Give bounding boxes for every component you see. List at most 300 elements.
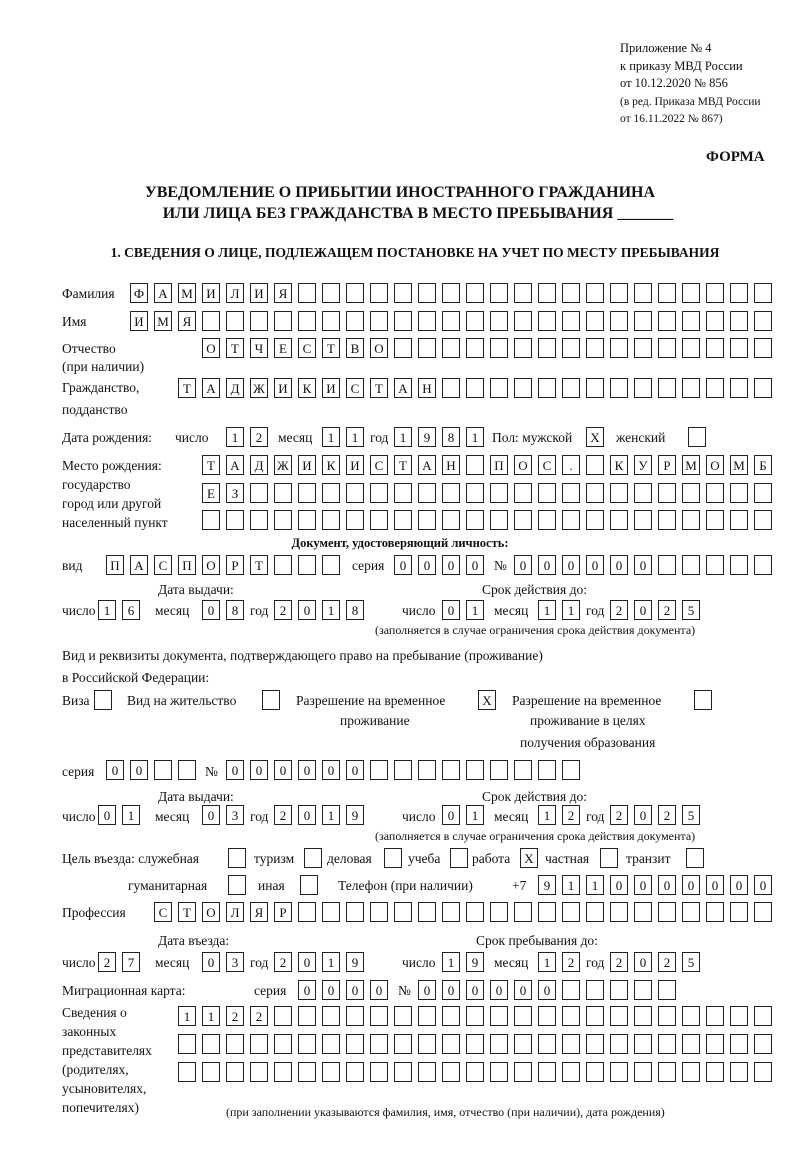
checkbox-purpose-official[interactable] <box>228 848 246 868</box>
char-box-citizenship[interactable] <box>754 378 772 398</box>
char-box-surname[interactable] <box>442 283 460 303</box>
char-box-profession[interactable]: Р <box>274 902 292 922</box>
char-box-birthplace-row2[interactable]: Е <box>202 483 220 503</box>
char-box-profession[interactable] <box>682 902 700 922</box>
char-box-phone[interactable]: 1 <box>562 875 580 895</box>
char-box-profession[interactable]: С <box>154 902 172 922</box>
char-box-id-number[interactable]: 0 <box>586 555 604 575</box>
char-box-surname[interactable]: Л <box>226 283 244 303</box>
char-box-phone[interactable]: 9 <box>538 875 556 895</box>
char-box-birthplace-row3[interactable] <box>250 510 268 530</box>
char-box-id-kind[interactable]: П <box>106 555 124 575</box>
char-box-right-valid-day[interactable]: 0 <box>442 805 460 825</box>
char-box-reps-row2[interactable] <box>274 1034 292 1054</box>
char-box-name[interactable] <box>514 311 532 331</box>
checkbox-sex-female[interactable] <box>688 427 706 447</box>
char-box-profession[interactable] <box>514 902 532 922</box>
char-box-phone[interactable]: 0 <box>730 875 748 895</box>
char-box-birthplace-row2[interactable] <box>538 483 556 503</box>
char-box-patronymic[interactable]: В <box>346 338 364 358</box>
char-box-reps-row1[interactable] <box>370 1006 388 1026</box>
char-box-right-series[interactable]: 0 <box>106 760 124 780</box>
char-box-right-number[interactable]: 0 <box>346 760 364 780</box>
char-box-patronymic[interactable]: Т <box>226 338 244 358</box>
char-box-name[interactable] <box>730 311 748 331</box>
char-box-name[interactable] <box>538 311 556 331</box>
char-box-phone[interactable]: 0 <box>610 875 628 895</box>
char-box-citizenship[interactable] <box>682 378 700 398</box>
char-box-birthplace-row2[interactable] <box>370 483 388 503</box>
char-box-profession[interactable] <box>298 902 316 922</box>
char-box-reps-row3[interactable] <box>514 1062 532 1082</box>
char-box-right-issue-year[interactable]: 9 <box>346 805 364 825</box>
char-box-name[interactable]: Я <box>178 311 196 331</box>
char-box-right-number[interactable]: 0 <box>226 760 244 780</box>
char-box-surname[interactable] <box>658 283 676 303</box>
char-box-surname[interactable] <box>418 283 436 303</box>
char-box-mc-number[interactable] <box>586 980 604 1000</box>
char-box-reps-row2[interactable] <box>298 1034 316 1054</box>
char-box-profession[interactable]: Л <box>226 902 244 922</box>
char-box-name[interactable] <box>202 311 220 331</box>
char-box-reps-row2[interactable] <box>754 1034 772 1054</box>
char-box-reps-row3[interactable] <box>466 1062 484 1082</box>
char-box-mc-series[interactable]: 0 <box>322 980 340 1000</box>
char-box-reps-row1[interactable] <box>754 1006 772 1026</box>
char-box-id-series[interactable]: 0 <box>442 555 460 575</box>
char-box-id-valid-year[interactable]: 5 <box>682 600 700 620</box>
char-box-birthplace-row1[interactable] <box>466 455 484 475</box>
char-box-reps-row2[interactable] <box>442 1034 460 1054</box>
char-box-reps-row1[interactable] <box>514 1006 532 1026</box>
char-box-name[interactable] <box>298 311 316 331</box>
char-box-id-number[interactable]: 0 <box>610 555 628 575</box>
char-box-stay-year[interactable]: 5 <box>682 952 700 972</box>
char-box-stay-day[interactable]: 1 <box>442 952 460 972</box>
char-box-citizenship[interactable] <box>514 378 532 398</box>
char-box-birthplace-row2[interactable] <box>658 483 676 503</box>
char-box-reps-row1[interactable] <box>562 1006 580 1026</box>
char-box-birthplace-row3[interactable] <box>322 510 340 530</box>
char-box-birthplace-row3[interactable] <box>418 510 436 530</box>
char-box-name[interactable] <box>466 311 484 331</box>
char-box-birthplace-row1[interactable]: К <box>322 455 340 475</box>
char-box-birthplace-row1[interactable]: М <box>730 455 748 475</box>
char-box-id-kind[interactable] <box>322 555 340 575</box>
char-box-mc-number[interactable] <box>610 980 628 1000</box>
char-box-right-number[interactable] <box>490 760 508 780</box>
char-box-id-valid-year[interactable]: 2 <box>610 600 628 620</box>
char-box-right-issue-year[interactable]: 1 <box>322 805 340 825</box>
char-box-right-valid-month[interactable]: 1 <box>538 805 556 825</box>
char-box-right-valid-month[interactable]: 2 <box>562 805 580 825</box>
char-box-profession[interactable]: О <box>202 902 220 922</box>
char-box-surname[interactable] <box>610 283 628 303</box>
char-box-name[interactable] <box>610 311 628 331</box>
char-box-id-issue-day[interactable]: 6 <box>122 600 140 620</box>
char-box-mc-series[interactable]: 0 <box>346 980 364 1000</box>
char-box-stay-year[interactable]: 0 <box>634 952 652 972</box>
char-box-citizenship[interactable]: Т <box>370 378 388 398</box>
char-box-name[interactable] <box>346 311 364 331</box>
char-box-patronymic[interactable] <box>706 338 724 358</box>
char-box-birthplace-row2[interactable]: З <box>226 483 244 503</box>
char-box-citizenship[interactable]: А <box>202 378 220 398</box>
char-box-id-series[interactable]: 0 <box>466 555 484 575</box>
char-box-right-number[interactable]: 0 <box>274 760 292 780</box>
char-box-surname[interactable]: М <box>178 283 196 303</box>
char-box-reps-row1[interactable] <box>682 1006 700 1026</box>
char-box-surname[interactable]: И <box>202 283 220 303</box>
char-box-id-issue-year[interactable]: 1 <box>322 600 340 620</box>
char-box-profession[interactable] <box>658 902 676 922</box>
char-box-surname[interactable] <box>298 283 316 303</box>
char-box-citizenship[interactable] <box>586 378 604 398</box>
char-box-reps-row3[interactable] <box>370 1062 388 1082</box>
char-box-reps-row1[interactable] <box>418 1006 436 1026</box>
char-box-name[interactable] <box>226 311 244 331</box>
char-box-phone[interactable]: 0 <box>754 875 772 895</box>
char-box-birthplace-row1[interactable]: М <box>682 455 700 475</box>
char-box-profession[interactable] <box>346 902 364 922</box>
char-box-reps-row1[interactable] <box>442 1006 460 1026</box>
char-box-profession[interactable]: Я <box>250 902 268 922</box>
char-box-id-issue-month[interactable]: 0 <box>202 600 220 620</box>
char-box-right-valid-year[interactable]: 2 <box>610 805 628 825</box>
char-box-name[interactable] <box>250 311 268 331</box>
char-box-birthplace-row3[interactable] <box>682 510 700 530</box>
char-box-birthplace-row1[interactable]: Т <box>202 455 220 475</box>
char-box-reps-row1[interactable] <box>490 1006 508 1026</box>
char-box-birthplace-row3[interactable] <box>274 510 292 530</box>
char-box-birthplace-row1[interactable]: А <box>418 455 436 475</box>
char-box-surname[interactable]: И <box>250 283 268 303</box>
char-box-birthplace-row3[interactable] <box>706 510 724 530</box>
char-box-patronymic[interactable]: О <box>370 338 388 358</box>
char-box-right-valid-day[interactable]: 1 <box>466 805 484 825</box>
char-box-id-issue-month[interactable]: 8 <box>226 600 244 620</box>
char-box-entry-day[interactable]: 7 <box>122 952 140 972</box>
char-box-right-number[interactable] <box>442 760 460 780</box>
char-box-name[interactable]: М <box>154 311 172 331</box>
char-box-reps-row1[interactable] <box>730 1006 748 1026</box>
char-box-surname[interactable]: Ф <box>130 283 148 303</box>
char-box-birthplace-row1[interactable]: О <box>514 455 532 475</box>
char-box-phone[interactable]: 1 <box>586 875 604 895</box>
checkbox-purpose-private[interactable] <box>600 848 618 868</box>
char-box-profession[interactable] <box>322 902 340 922</box>
char-box-patronymic[interactable] <box>418 338 436 358</box>
char-box-surname[interactable] <box>346 283 364 303</box>
char-box-birthplace-row1[interactable]: К <box>610 455 628 475</box>
char-box-profession[interactable] <box>370 902 388 922</box>
char-box-entry-year[interactable]: 1 <box>322 952 340 972</box>
char-box-right-number[interactable]: 0 <box>322 760 340 780</box>
char-box-birthplace-row1[interactable]: Б <box>754 455 772 475</box>
char-box-patronymic[interactable] <box>730 338 748 358</box>
char-box-profession[interactable] <box>730 902 748 922</box>
char-box-citizenship[interactable] <box>562 378 580 398</box>
char-box-reps-row1[interactable] <box>346 1006 364 1026</box>
char-box-patronymic[interactable] <box>682 338 700 358</box>
char-box-citizenship[interactable]: Ж <box>250 378 268 398</box>
char-box-citizenship[interactable] <box>634 378 652 398</box>
char-box-right-number[interactable] <box>466 760 484 780</box>
char-box-reps-row3[interactable] <box>346 1062 364 1082</box>
char-box-reps-row3[interactable] <box>490 1062 508 1082</box>
checkbox-purpose-study[interactable] <box>450 848 468 868</box>
char-box-stay-month[interactable]: 2 <box>562 952 580 972</box>
char-box-surname[interactable] <box>394 283 412 303</box>
char-box-entry-month[interactable]: 0 <box>202 952 220 972</box>
char-box-name[interactable] <box>370 311 388 331</box>
char-box-phone[interactable]: 0 <box>706 875 724 895</box>
char-box-birth-day[interactable]: 1 <box>226 427 244 447</box>
char-box-right-valid-year[interactable]: 2 <box>658 805 676 825</box>
char-box-profession[interactable] <box>442 902 460 922</box>
char-box-reps-row1[interactable] <box>634 1006 652 1026</box>
checkbox-purpose-humanitarian[interactable] <box>228 875 246 895</box>
char-box-birthplace-row2[interactable] <box>394 483 412 503</box>
char-box-phone[interactable]: 0 <box>682 875 700 895</box>
char-box-reps-row3[interactable] <box>586 1062 604 1082</box>
char-box-birthplace-row1[interactable]: О <box>706 455 724 475</box>
char-box-patronymic[interactable]: О <box>202 338 220 358</box>
char-box-profession[interactable] <box>466 902 484 922</box>
char-box-right-number[interactable] <box>370 760 388 780</box>
checkbox-purpose-other[interactable] <box>300 875 318 895</box>
char-box-birthplace-row3[interactable] <box>514 510 532 530</box>
char-box-right-number[interactable] <box>562 760 580 780</box>
char-box-birthplace-row2[interactable] <box>634 483 652 503</box>
char-box-reps-row3[interactable] <box>178 1062 196 1082</box>
char-box-id-number[interactable] <box>754 555 772 575</box>
char-box-patronymic[interactable]: С <box>298 338 316 358</box>
char-box-id-valid-year[interactable]: 2 <box>658 600 676 620</box>
char-box-birthplace-row1[interactable]: П <box>490 455 508 475</box>
char-box-profession[interactable] <box>394 902 412 922</box>
char-box-reps-row3[interactable] <box>658 1062 676 1082</box>
char-box-birthplace-row2[interactable] <box>298 483 316 503</box>
char-box-right-series[interactable] <box>178 760 196 780</box>
char-box-surname[interactable]: Я <box>274 283 292 303</box>
char-box-reps-row1[interactable] <box>322 1006 340 1026</box>
char-box-mc-number[interactable]: 0 <box>442 980 460 1000</box>
char-box-patronymic[interactable] <box>634 338 652 358</box>
char-box-reps-row3[interactable] <box>442 1062 460 1082</box>
char-box-name[interactable] <box>562 311 580 331</box>
char-box-surname[interactable] <box>562 283 580 303</box>
char-box-reps-row2[interactable] <box>514 1034 532 1054</box>
char-box-reps-row1[interactable]: 1 <box>202 1006 220 1026</box>
char-box-birth-year[interactable]: 1 <box>394 427 412 447</box>
char-box-patronymic[interactable]: Ч <box>250 338 268 358</box>
char-box-name[interactable] <box>490 311 508 331</box>
char-box-reps-row2[interactable] <box>178 1034 196 1054</box>
char-box-citizenship[interactable]: К <box>298 378 316 398</box>
char-box-mc-number[interactable] <box>634 980 652 1000</box>
char-box-reps-row2[interactable] <box>418 1034 436 1054</box>
char-box-reps-row1[interactable] <box>658 1006 676 1026</box>
char-box-citizenship[interactable]: Т <box>178 378 196 398</box>
char-box-id-valid-month[interactable]: 1 <box>538 600 556 620</box>
char-box-surname[interactable] <box>586 283 604 303</box>
char-box-birthplace-row1[interactable]: С <box>370 455 388 475</box>
char-box-birthplace-row2[interactable] <box>442 483 460 503</box>
char-box-birthplace-row1[interactable]: С <box>538 455 556 475</box>
char-box-birthplace-row1[interactable]: Д <box>250 455 268 475</box>
char-box-right-issue-day[interactable]: 1 <box>122 805 140 825</box>
char-box-birthplace-row3[interactable] <box>202 510 220 530</box>
checkbox-sex-male[interactable]: X <box>586 427 604 447</box>
char-box-birthplace-row2[interactable] <box>682 483 700 503</box>
char-box-right-series[interactable]: 0 <box>130 760 148 780</box>
char-box-reps-row1[interactable] <box>466 1006 484 1026</box>
char-box-mc-number[interactable]: 0 <box>538 980 556 1000</box>
char-box-reps-row1[interactable] <box>274 1006 292 1026</box>
checkbox-purpose-work[interactable]: X <box>520 848 538 868</box>
char-box-reps-row3[interactable] <box>226 1062 244 1082</box>
char-box-reps-row2[interactable] <box>226 1034 244 1054</box>
char-box-entry-year[interactable]: 0 <box>298 952 316 972</box>
char-box-birthplace-row1[interactable]: Р <box>658 455 676 475</box>
char-box-birth-year[interactable]: 8 <box>442 427 460 447</box>
char-box-surname[interactable] <box>322 283 340 303</box>
char-box-birthplace-row2[interactable] <box>730 483 748 503</box>
char-box-reps-row2[interactable] <box>562 1034 580 1054</box>
char-box-id-kind[interactable]: Р <box>226 555 244 575</box>
char-box-reps-row3[interactable] <box>634 1062 652 1082</box>
char-box-right-issue-month[interactable]: 3 <box>226 805 244 825</box>
char-box-mc-number[interactable] <box>562 980 580 1000</box>
char-box-id-number[interactable] <box>706 555 724 575</box>
char-box-name[interactable] <box>322 311 340 331</box>
char-box-patronymic[interactable] <box>442 338 460 358</box>
char-box-citizenship[interactable] <box>490 378 508 398</box>
char-box-stay-year[interactable]: 2 <box>658 952 676 972</box>
char-box-reps-row2[interactable] <box>490 1034 508 1054</box>
char-box-birthplace-row3[interactable] <box>442 510 460 530</box>
char-box-profession[interactable] <box>610 902 628 922</box>
char-box-birthplace-row3[interactable] <box>466 510 484 530</box>
char-box-profession[interactable] <box>418 902 436 922</box>
char-box-profession[interactable] <box>538 902 556 922</box>
char-box-birthplace-row3[interactable] <box>610 510 628 530</box>
char-box-reps-row2[interactable] <box>706 1034 724 1054</box>
char-box-right-valid-year[interactable]: 5 <box>682 805 700 825</box>
char-box-birthplace-row2[interactable] <box>322 483 340 503</box>
char-box-name[interactable] <box>706 311 724 331</box>
char-box-birthplace-row3[interactable] <box>658 510 676 530</box>
char-box-right-number[interactable] <box>418 760 436 780</box>
char-box-birthplace-row3[interactable] <box>586 510 604 530</box>
char-box-id-kind[interactable]: О <box>202 555 220 575</box>
char-box-mc-number[interactable]: 0 <box>514 980 532 1000</box>
char-box-birthplace-row1[interactable]: Т <box>394 455 412 475</box>
char-box-surname[interactable] <box>370 283 388 303</box>
char-box-id-valid-year[interactable]: 0 <box>634 600 652 620</box>
char-box-name[interactable]: И <box>130 311 148 331</box>
char-box-reps-row3[interactable] <box>610 1062 628 1082</box>
char-box-reps-row2[interactable] <box>658 1034 676 1054</box>
char-box-profession[interactable] <box>706 902 724 922</box>
char-box-reps-row2[interactable] <box>610 1034 628 1054</box>
char-box-birthplace-row3[interactable] <box>226 510 244 530</box>
char-box-birth-month[interactable]: 1 <box>346 427 364 447</box>
char-box-patronymic[interactable] <box>586 338 604 358</box>
char-box-birth-day[interactable]: 2 <box>250 427 268 447</box>
char-box-id-series[interactable]: 0 <box>418 555 436 575</box>
char-box-surname[interactable]: А <box>154 283 172 303</box>
char-box-id-number[interactable] <box>658 555 676 575</box>
char-box-birth-month[interactable]: 1 <box>322 427 340 447</box>
char-box-citizenship[interactable] <box>730 378 748 398</box>
char-box-birthplace-row3[interactable] <box>538 510 556 530</box>
char-box-birthplace-row2[interactable] <box>514 483 532 503</box>
char-box-profession[interactable] <box>754 902 772 922</box>
char-box-surname[interactable] <box>466 283 484 303</box>
char-box-birthplace-row1[interactable]: У <box>634 455 652 475</box>
char-box-name[interactable] <box>754 311 772 331</box>
char-box-patronymic[interactable] <box>658 338 676 358</box>
char-box-citizenship[interactable] <box>658 378 676 398</box>
char-box-entry-month[interactable]: 3 <box>226 952 244 972</box>
char-box-profession[interactable]: Т <box>178 902 196 922</box>
char-box-right-valid-year[interactable]: 0 <box>634 805 652 825</box>
char-box-surname[interactable] <box>730 283 748 303</box>
char-box-reps-row3[interactable] <box>730 1062 748 1082</box>
char-box-birthplace-row3[interactable] <box>394 510 412 530</box>
char-box-reps-row3[interactable] <box>418 1062 436 1082</box>
char-box-citizenship[interactable] <box>466 378 484 398</box>
char-box-right-number[interactable]: 0 <box>298 760 316 780</box>
char-box-birthplace-row3[interactable] <box>634 510 652 530</box>
char-box-reps-row2[interactable] <box>250 1034 268 1054</box>
char-box-citizenship[interactable]: Д <box>226 378 244 398</box>
char-box-reps-row3[interactable] <box>706 1062 724 1082</box>
char-box-id-kind[interactable] <box>298 555 316 575</box>
checkbox-residence[interactable] <box>262 690 280 710</box>
char-box-birthplace-row2[interactable] <box>466 483 484 503</box>
char-box-id-number[interactable]: 0 <box>634 555 652 575</box>
char-box-patronymic[interactable] <box>394 338 412 358</box>
checkbox-purpose-transit[interactable] <box>686 848 704 868</box>
char-box-reps-row1[interactable] <box>706 1006 724 1026</box>
char-box-name[interactable] <box>682 311 700 331</box>
char-box-right-number[interactable]: 0 <box>250 760 268 780</box>
char-box-citizenship[interactable] <box>538 378 556 398</box>
char-box-citizenship[interactable]: И <box>274 378 292 398</box>
char-box-citizenship[interactable]: Н <box>418 378 436 398</box>
char-box-patronymic[interactable] <box>538 338 556 358</box>
char-box-name[interactable] <box>274 311 292 331</box>
char-box-citizenship[interactable] <box>610 378 628 398</box>
char-box-birthplace-row1[interactable]: И <box>298 455 316 475</box>
char-box-birthplace-row2[interactable] <box>418 483 436 503</box>
char-box-reps-row3[interactable] <box>298 1062 316 1082</box>
char-box-birthplace-row1[interactable]: А <box>226 455 244 475</box>
char-box-patronymic[interactable] <box>466 338 484 358</box>
char-box-citizenship[interactable] <box>706 378 724 398</box>
checkbox-trp[interactable]: X <box>478 690 496 710</box>
char-box-id-issue-year[interactable]: 2 <box>274 600 292 620</box>
checkbox-purpose-business[interactable] <box>384 848 402 868</box>
char-box-id-number[interactable]: 0 <box>514 555 532 575</box>
char-box-birthplace-row2[interactable] <box>586 483 604 503</box>
char-box-phone[interactable]: 0 <box>658 875 676 895</box>
char-box-mc-series[interactable]: 0 <box>298 980 316 1000</box>
char-box-surname[interactable] <box>538 283 556 303</box>
